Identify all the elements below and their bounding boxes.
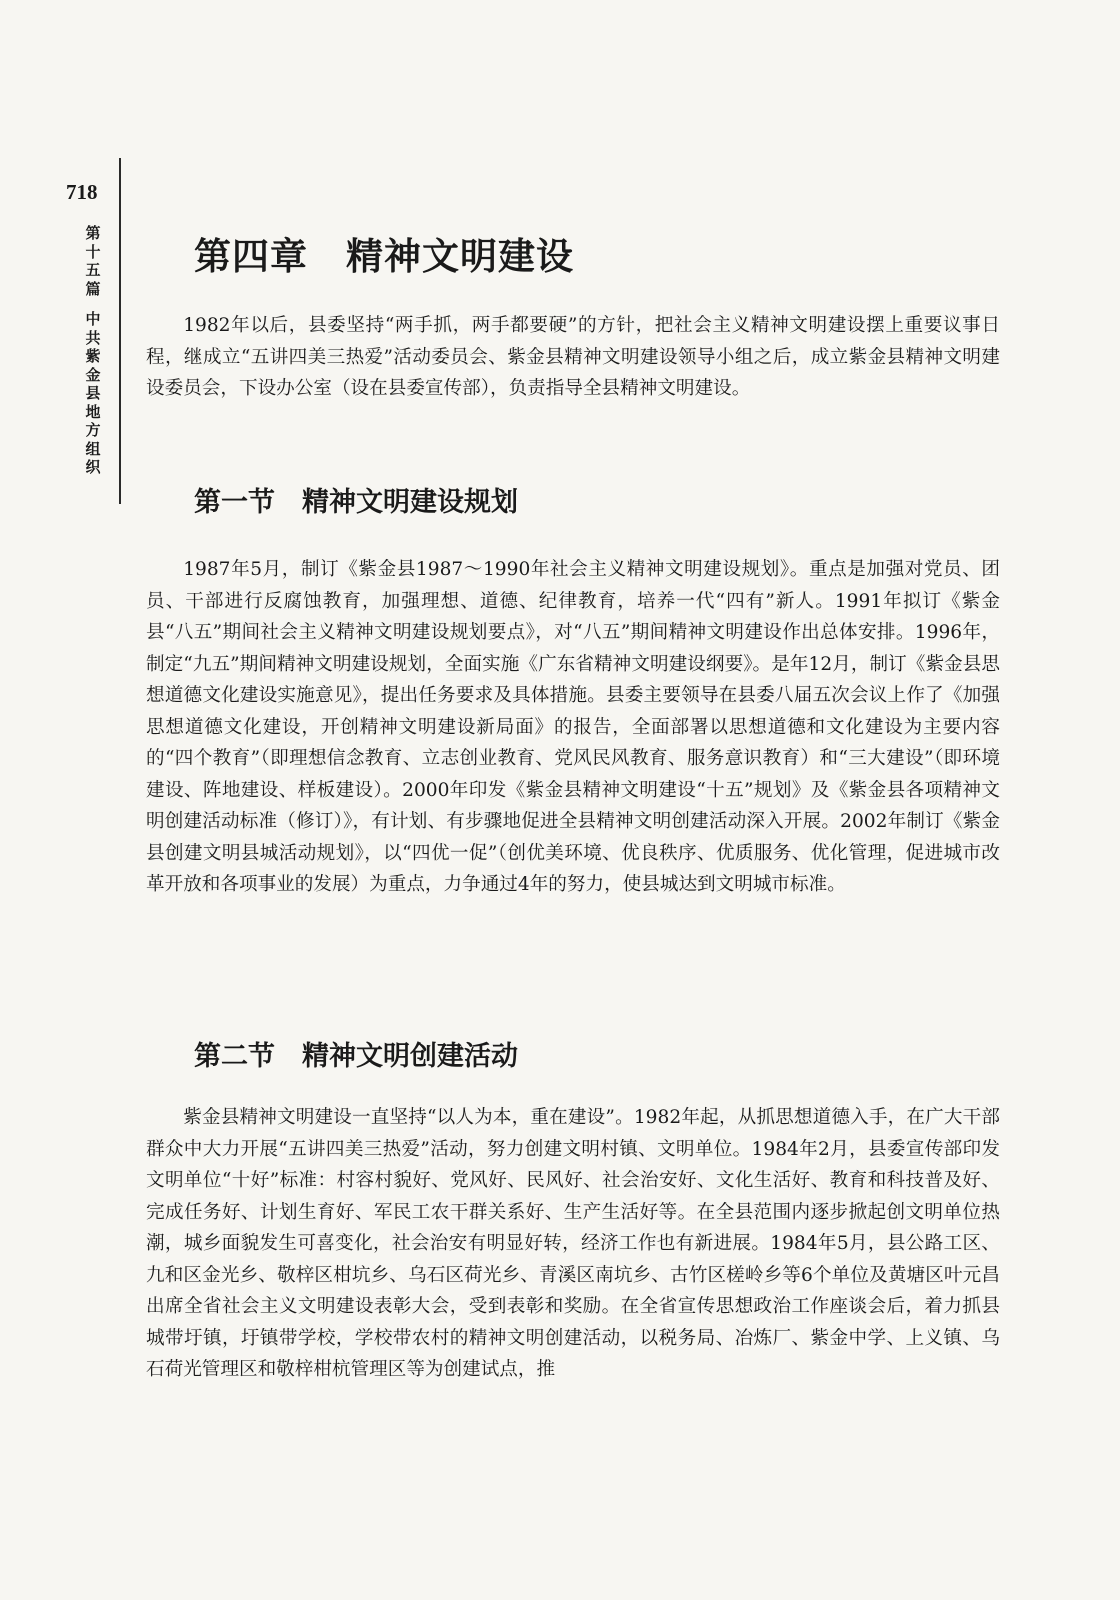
chapter-title: 第四章 精神文明建设 — [194, 234, 574, 278]
section-title-1: 第一节 精神文明建设规划 — [194, 487, 518, 518]
section-1-paragraph: 1987年5月，制订《紫金县1987～1990年社会主义精神文明建设规划》。重点是加强对党员、团员、干部进行反腐蚀教育，加强理想、道德、纪律教育，培养一代“四有”新人。1991年拟订《紫金县“八五”期间社会主义精神文明建设规划要点》，对“八五”期间精神文明建设作出总体安排。1996年，制定“九五”期间精神文明建设规划，全面实施《广东省精神文明建设纲要》。是年12月，制订《紫金县思想道德文化建设实施意见》，提出任务要求及具体措施。县委主要领导在县委八届五次会议上作了《加强思想道德文化建设，开创精神文明建设新局面》的报告，全面部署以思想道德和文化建设为主要内容的“四个教育”（即理想信念教育、立志创业教育、党风民风教育、服务意识教育）和“三大建设”（即环境建设、阵地建设、样板建设）。2000年印发《紫金县精神文明建设“十五”规划》及《紫金县各项精神文明创建活动标准（修订）》，有计划、有步骤地促进全县精神文明创建活动深入开展。2002年制订《紫金县创建文明县城活动规划》，以“四优一促”（创优美环境、优良秩序、优质服务、优化管理，促进城市改革开放和各项事业的发展）为重点，力争通过4年的努力，使县城达到文明城市标准。 — [146, 559, 1000, 895]
intro-paragraph: 1982年以后，县委坚持“两手抓，两手都要硬”的方针，把社会主义精神文明建设摆上重要议事日程，继成立“五讲四美三热爱”活动委员会、紫金县精神文明建设领导小组之后，成立紫金县精神文明建设委员会，下设办公室（设在县委宣传部），负责指导全县精神文明建设。 — [146, 315, 1000, 399]
section-title-2: 第二节 精神文明创建活动 — [194, 1041, 518, 1072]
running-header-vertical — [80, 224, 106, 477]
margin-rule — [119, 158, 121, 504]
part-label: 第十五篇 — [85, 224, 101, 298]
part-title: 中共紫金县地方组织 — [85, 310, 101, 476]
page-number: 718 — [66, 180, 98, 204]
section-2-paragraph: 紫金县精神文明建设一直坚持“以人为本，重在建设”。1982年起，从抓思想道德入手，在广大干部群众中大力开展“五讲四美三热爱”活动，努力创建文明村镇、文明单位。1984年2月，县委宣传部印发文明单位“十好”标准：村容村貌好、党风好、民风好、社会治安好、文化生活好、教育和科技普及好、完成任务好、计划生育好、军民工农干群关系好、生产生活好等。在全县范围内逐步掀起创文明单位热潮，城乡面貌发生可喜变化，社会治安有明显好转，经济工作也有新进展。1984年5月，县公路工区、九和区金光乡、敬梓区柑坑乡、乌石区荷光乡、青溪区南坑乡、古竹区槎岭乡等6个单位及黄塘区叶元昌出席全省社会主义文明建设表彰大会，受到表彰和奖励。在全省宣传思想政治工作座谈会后，着力抓县城带圩镇，圩镇带学校，学校带农村的精神文明创建活动，以税务局、冶炼厂、紫金中学、上义镇、乌石荷光管理区和敬梓柑杭管理区等为创建试点，推 — [146, 1107, 1000, 1380]
